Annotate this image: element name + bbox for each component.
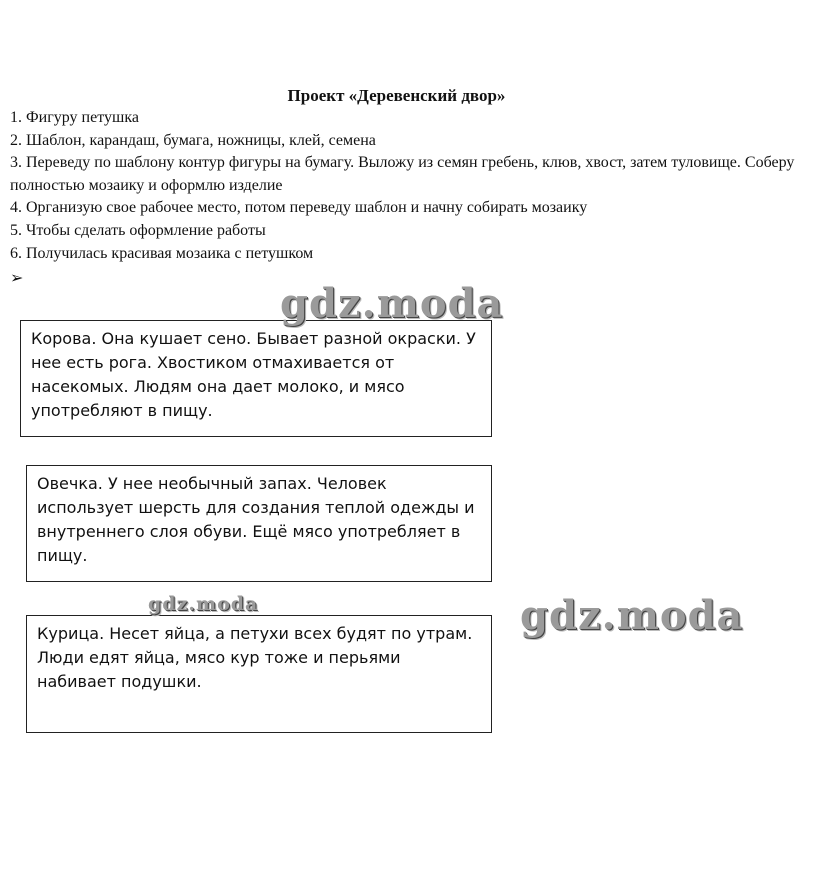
answer-2: 2. Шаблон, карандаш, бумага, ножницы, клей, семена	[10, 131, 376, 149]
answer-3: 3. Переведу по шаблону контур фигуры на бумагу. Выложу из семян гребень, клюв, хвост, затем туловище. Соберу полностью мозаику и оформлю изделие	[10, 154, 795, 194]
document-title: Проект «Деревенский двор»	[287, 86, 506, 105]
card-cow	[20, 320, 492, 437]
card-sheep	[26, 465, 492, 582]
card-chicken	[26, 615, 492, 733]
answer-5: 5. Чтобы сделать оформление работы	[10, 221, 266, 239]
watermark-logo-3: gdz.moda	[148, 593, 259, 615]
answer-6: 6. Получилась красивая мозаика с петушком	[10, 244, 314, 262]
card-sheep-text: Овечка. У нее необычный запах. Человек использует шерсть для создания теплой одежды и внутреннего слоя обуви. Ещё мясо употребляет в пищу.	[37, 474, 475, 565]
answer-4: 4. Организую свое рабочее место, потом переведу шаблон и начну собирать мозаику	[10, 199, 588, 217]
bullet-arrow-icon: ➢	[10, 270, 24, 287]
card-cow-text: Корова. Она кушает сено. Бывает разной окраски. У нее есть рога. Хвостиком отмахивается от насекомых. Людям она дает молоко, и мясо употребляют в пищу.	[31, 329, 476, 420]
answers-list	[10, 107, 810, 265]
watermark-logo-2: gdz.moda	[520, 592, 744, 639]
watermark-logo-1: gdz.moda	[280, 280, 504, 327]
card-chicken-text: Курица. Несет яйца, а петухи всех будят по утрам. Люди едят яйца, мясо кур тоже и перьями набивает подушки.	[37, 624, 473, 691]
answer-1: 1. Фигуру петушка	[10, 109, 139, 126]
